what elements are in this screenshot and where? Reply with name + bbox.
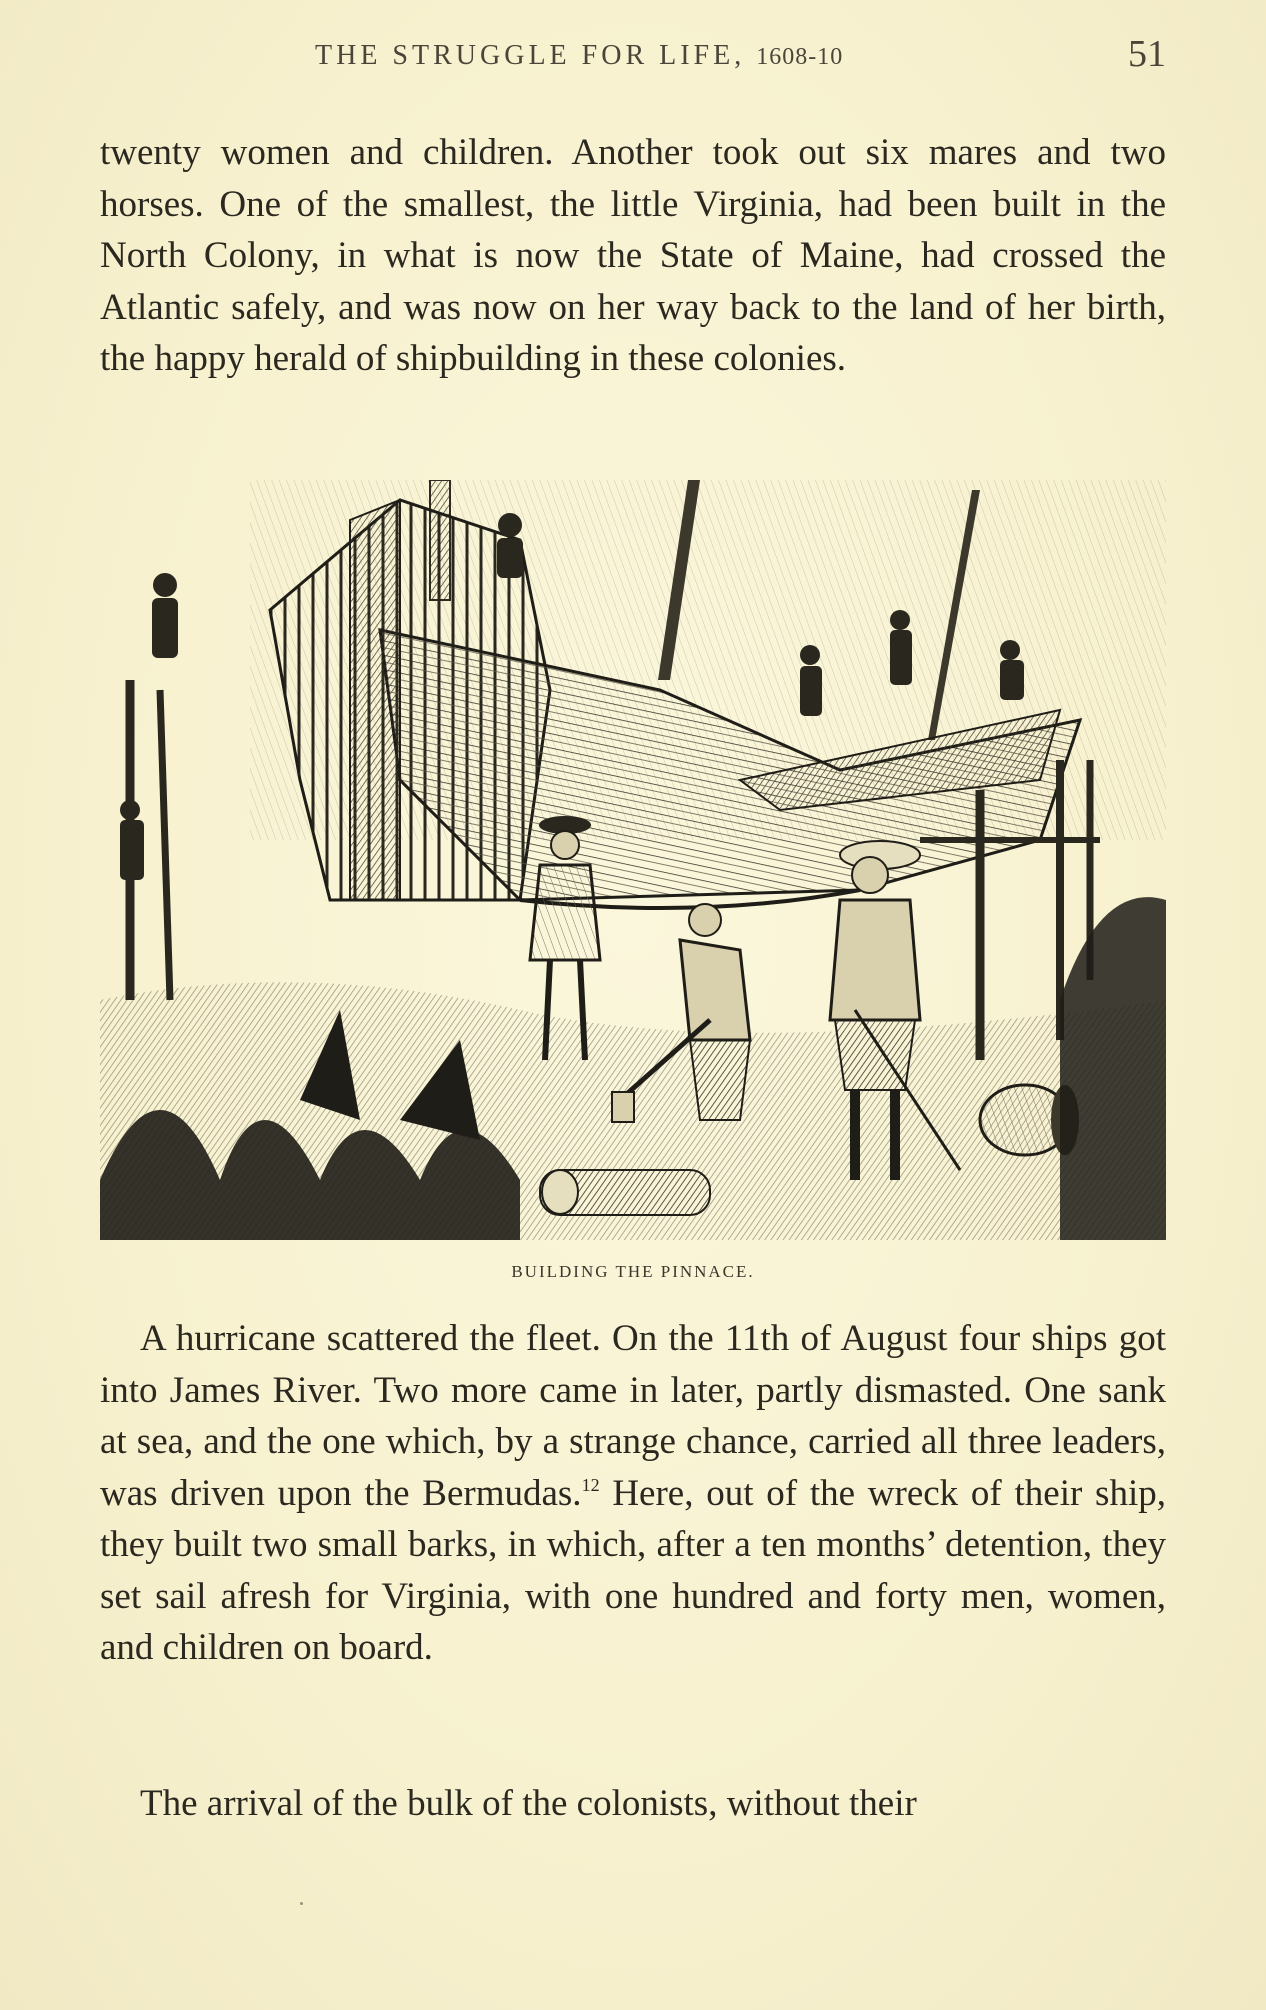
running-title-years: 1608-10: [756, 44, 844, 70]
paragraph-2-text-after-note: Here, out of the wreck of their ship, they built two small barks, in which, after a ten months’ detention, they set sail afresh for Virginia, with one hundred and forty men, women, and children on board.: [100, 1472, 1166, 1668]
illustration-caption: BUILDING THE PINNACE.: [511, 1262, 755, 1281]
paragraph-2-text-before-note: A hurricane scattered the fleet. On the 11th of August four ships got into James River. Two more came in later, partly dismasted. One sank at sea, and the one which, by a strange chance, carried all three leaders, was driven upon the Bermudas.: [100, 1318, 1166, 1514]
running-title-text: THE STRUGGLE FOR LIFE,: [315, 40, 746, 71]
paragraph-2: [100, 1313, 1166, 1674]
paragraph-3: The arrival of the bulk of the colonists, without their: [140, 1783, 917, 1824]
footnote-marker[interactable]: 12: [581, 1474, 600, 1495]
running-title: [315, 40, 843, 72]
shipbuilding-engraving: [100, 480, 1166, 1240]
page-number: 51: [1128, 33, 1166, 75]
engraving-illustration: [100, 480, 1166, 1240]
paper-speck: [300, 1902, 303, 1905]
running-head: [100, 32, 1166, 82]
paragraph-1: twenty women and children. Another took out six mares and two horses. One of the smallest, the little Virginia, had been built in the North Colony, in what is now the State of Maine, had crossed the Atlantic safely, and was now on her way back to the land of her birth, the happy herald of shipbuilding in these colonies.: [100, 132, 1166, 379]
